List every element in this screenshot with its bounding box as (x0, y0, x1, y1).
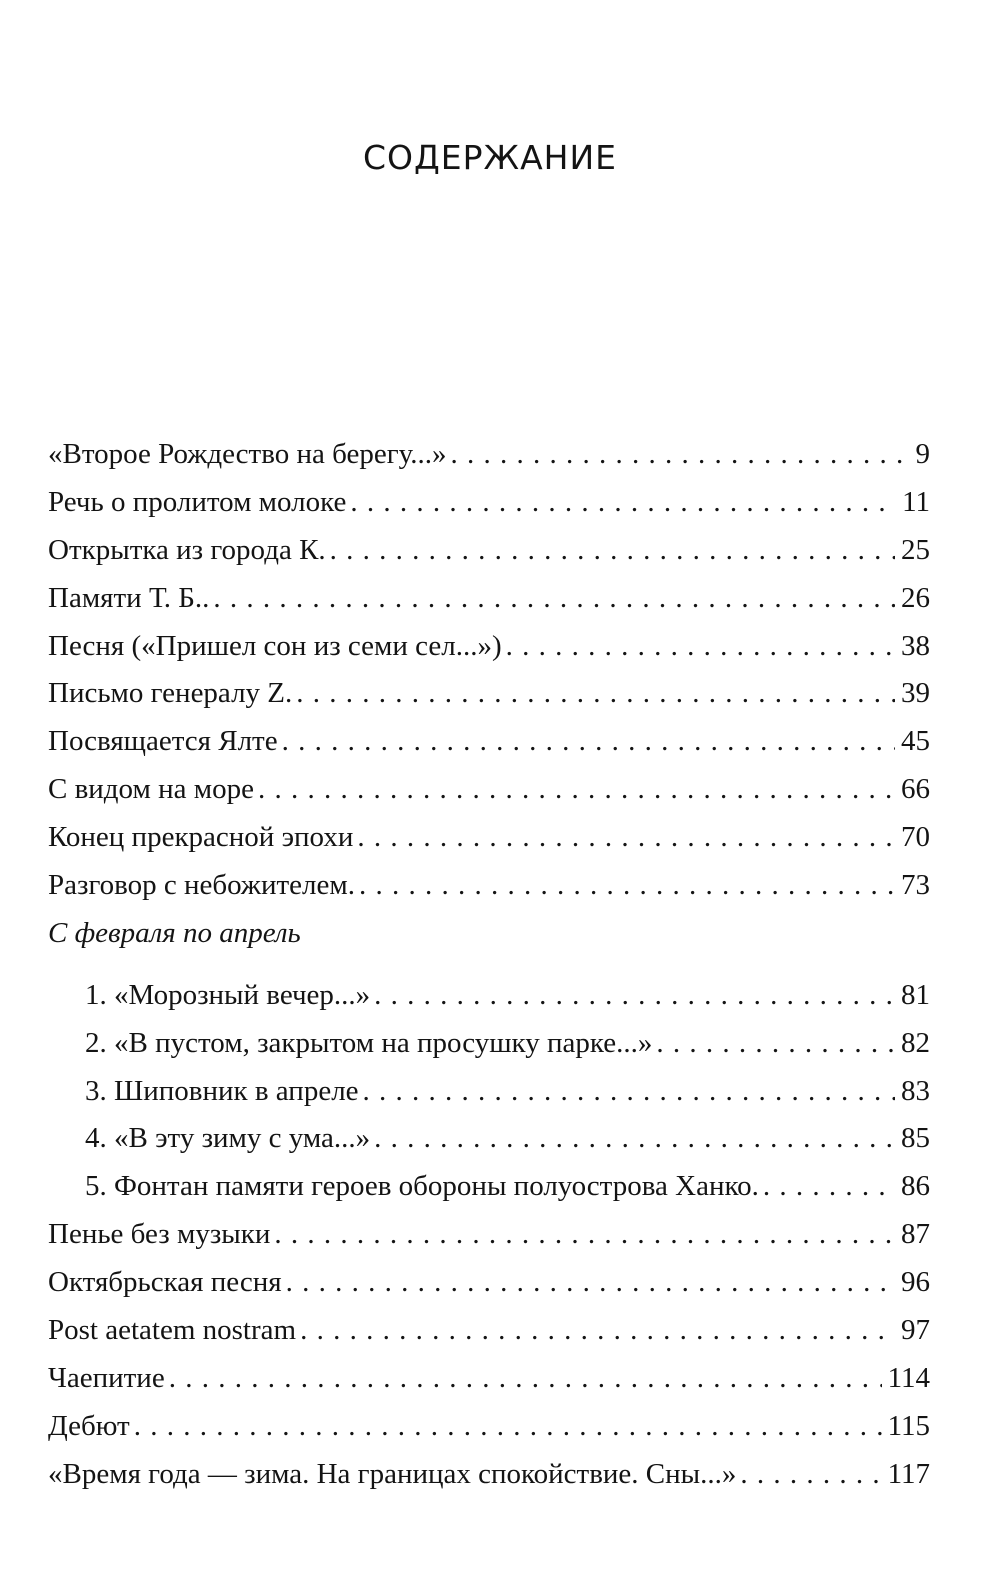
entry-title: «Второе Рождество на берегу...» (48, 438, 447, 470)
entry-page-number: 115 (887, 1409, 930, 1442)
dot-leader (359, 862, 895, 910)
entry-title: Дебют (48, 1409, 130, 1442)
entry-title: 4. «В эту зиму с ума...» (85, 1122, 371, 1155)
entry-title: Октябрьская песня (48, 1266, 282, 1299)
entry-title: «Время года — зима. На границах спокойствие. Сны...» (48, 1457, 737, 1490)
toc-entry[interactable] (48, 814, 930, 862)
toc-entry[interactable] (48, 766, 930, 814)
dot-leader (282, 718, 895, 766)
toc-entry[interactable] (48, 972, 930, 1020)
entry-title: Песня («Пришел сон из семи сел...») (48, 629, 502, 662)
entry-page-number: 117 (887, 1457, 930, 1490)
dot-leader (350, 479, 896, 527)
toc-entry[interactable] (48, 670, 930, 718)
entry-page-number: 82 (901, 1026, 930, 1059)
entry-title: С видом на море (48, 773, 254, 806)
entry-page-number: 85 (901, 1122, 930, 1155)
entry-page-number: 86 (901, 1170, 930, 1203)
page-title: СОДЕРЖАНИЕ (362, 138, 618, 177)
dot-leader (656, 1020, 895, 1068)
entry-title: 5. Фонтан памяти героев обороны полуострова Ханко. (85, 1170, 759, 1203)
toc-entry[interactable] (48, 479, 930, 527)
entry-page-number: 11 (902, 485, 930, 518)
entry-page-number: 45 (901, 725, 930, 758)
dot-leader (506, 623, 895, 671)
entry-title: 1. «Морозный вечер...» (85, 978, 371, 1011)
entry-page-number: 25 (901, 533, 930, 566)
entry-title: Письмо генералу Z. (48, 677, 293, 710)
entry-title: Памяти Т. Б.. (48, 581, 210, 614)
entry-page-number: 39 (901, 677, 930, 710)
toc-entry[interactable] (48, 1307, 930, 1355)
toc-entry[interactable] (48, 1163, 930, 1211)
dot-leader (374, 972, 895, 1020)
entry-title: 2. «В пустом, закрытом на просушку парке...» (85, 1026, 653, 1059)
toc-entry[interactable] (48, 1020, 930, 1068)
toc-entry[interactable] (48, 527, 930, 575)
entry-page-number: 114 (887, 1361, 930, 1394)
dot-leader (258, 766, 895, 814)
entry-page-number: 9 (915, 438, 930, 470)
entry-page-number: 97 (901, 1314, 930, 1347)
section-title: С февраля по апрель (48, 916, 301, 949)
dot-leader (450, 431, 909, 479)
entry-title: 3. Шиповник в апреле (85, 1074, 359, 1107)
entry-title: Посвящается Ялте (48, 725, 278, 758)
toc-entry[interactable] (48, 1451, 930, 1499)
toc-entry[interactable] (48, 1355, 930, 1403)
dot-leader (300, 1307, 895, 1355)
entry-page-number: 73 (901, 869, 930, 902)
toc-entry[interactable] (48, 1403, 930, 1451)
entry-title: Чаепитие (48, 1361, 165, 1394)
dot-leader (169, 1355, 882, 1403)
dot-leader (213, 575, 895, 623)
entry-title: Речь о пролитом молоке (48, 485, 347, 518)
entry-page-number: 70 (901, 821, 930, 854)
entry-page-number: 38 (901, 629, 930, 662)
entry-title: Открытка из города К. (48, 533, 326, 566)
toc-entry[interactable] (48, 623, 930, 671)
dot-leader (740, 1451, 881, 1499)
dot-leader (763, 1163, 895, 1211)
entry-page-number: 66 (901, 773, 930, 806)
entry-page-number: 83 (901, 1074, 930, 1107)
toc-section-heading[interactable] (48, 910, 930, 958)
dot-leader (274, 1211, 895, 1259)
toc-entry[interactable] (48, 575, 930, 623)
entry-title: Конец прекрасной эпохи (48, 821, 354, 854)
dot-leader (296, 670, 895, 718)
toc-entry[interactable] (48, 1259, 930, 1307)
toc-entry[interactable] (48, 431, 930, 479)
entry-page-number: 96 (901, 1266, 930, 1299)
entry-page-number: 81 (901, 978, 930, 1011)
dot-leader (374, 1115, 895, 1163)
toc-entry[interactable] (48, 862, 930, 910)
dot-leader (357, 814, 895, 862)
dot-leader (286, 1259, 895, 1307)
dot-leader (363, 1068, 895, 1116)
entry-title: Пенье без музыки (48, 1218, 271, 1251)
entry-page-number: 87 (901, 1218, 930, 1251)
entry-title: Разговор с небожителем. (48, 869, 355, 902)
toc-entry[interactable] (48, 1068, 930, 1116)
toc-entry[interactable] (48, 718, 930, 766)
entry-page-number: 26 (901, 581, 930, 614)
toc-entry[interactable] (48, 1211, 930, 1259)
dot-leader (330, 527, 895, 575)
entry-title: Post aetatem nostram (48, 1314, 297, 1347)
table-of-contents (48, 431, 930, 1499)
toc-entry[interactable] (48, 1115, 930, 1163)
dot-leader (134, 1403, 882, 1451)
